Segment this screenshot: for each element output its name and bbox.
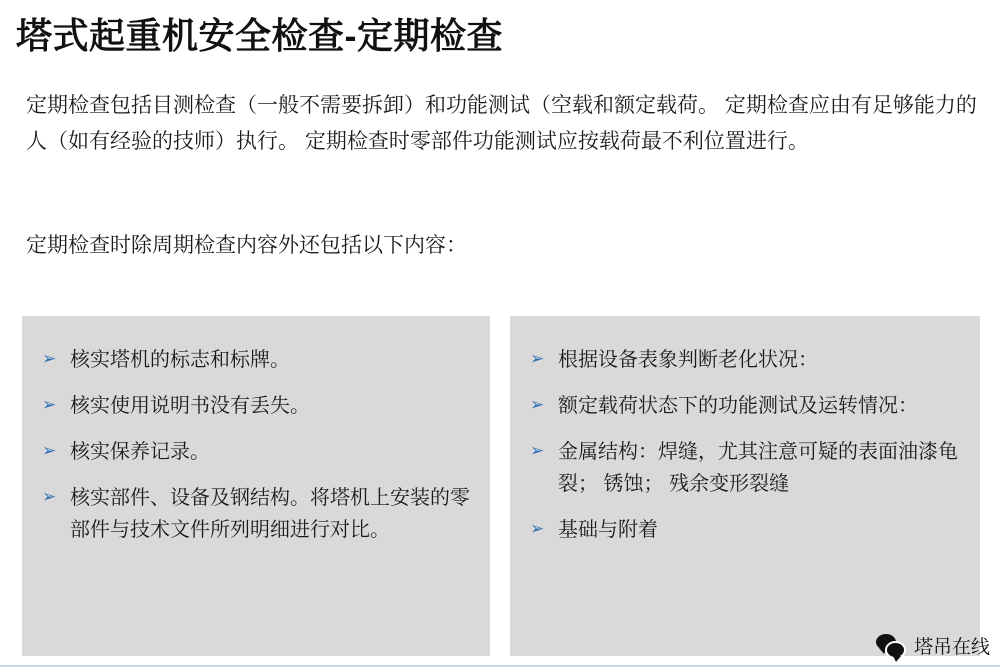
panel-left xyxy=(22,316,490,656)
list-item xyxy=(40,436,472,468)
list-item xyxy=(528,436,962,500)
arrow-bullet-icon: ➢ xyxy=(42,395,57,414)
list-item-label: 核实部件、设备及钢结构。将塔机上安装的零部件与技术文件所列明细进行对比。 xyxy=(70,487,470,541)
list-item xyxy=(40,390,472,422)
panel-right xyxy=(510,316,980,656)
page-title: 塔式起重机安全检查-定期检查 xyxy=(16,15,503,56)
list-item-label: 核实使用说明书没有丢失。 xyxy=(70,395,310,417)
wechat-icon xyxy=(876,633,906,659)
list-item xyxy=(528,514,962,546)
list-item-label: 核实保养记录。 xyxy=(70,441,210,463)
arrow-bullet-icon: ➢ xyxy=(42,349,57,368)
arrow-bullet-icon: ➢ xyxy=(530,441,545,460)
list-item xyxy=(40,344,472,376)
list-item-label: 核实塔机的标志和标牌。 xyxy=(70,349,290,371)
bullet-list-right xyxy=(528,344,962,546)
content-panels xyxy=(22,316,982,656)
list-item xyxy=(528,390,962,422)
watermark-label: 塔吊在线 xyxy=(913,637,990,658)
arrow-bullet-icon: ➢ xyxy=(42,441,57,460)
arrow-bullet-icon: ➢ xyxy=(42,487,57,506)
paragraph-intro: 定期检查包括目测检查（一般不需要拆卸）和功能测试（空载和额定载荷。 定期检查应由有足够能力的人（如有经验的技师）执行。 定期检查时零部件功能测试应按载荷最不利位置进行。 xyxy=(26,94,977,153)
list-item xyxy=(528,344,962,376)
arrow-bullet-icon: ➢ xyxy=(530,519,545,538)
list-item xyxy=(40,482,472,546)
paragraph-lead-in: 定期检查时除周期检查内容外还包括以下内容： xyxy=(26,234,467,257)
list-item-label: 基础与附着 xyxy=(558,519,658,541)
list-item-label: 金属结构：焊缝，尤其注意可疑的表面油漆龟裂； 锈蚀； 残余变形裂缝 xyxy=(558,441,958,495)
arrow-bullet-icon: ➢ xyxy=(530,349,545,368)
bullet-list-left xyxy=(40,344,472,546)
watermark xyxy=(876,632,990,659)
arrow-bullet-icon: ➢ xyxy=(530,395,545,414)
list-item-label: 根据设备表象判断老化状况： xyxy=(558,349,818,371)
list-item-label: 额定载荷状态下的功能测试及运转情况： xyxy=(558,395,918,417)
